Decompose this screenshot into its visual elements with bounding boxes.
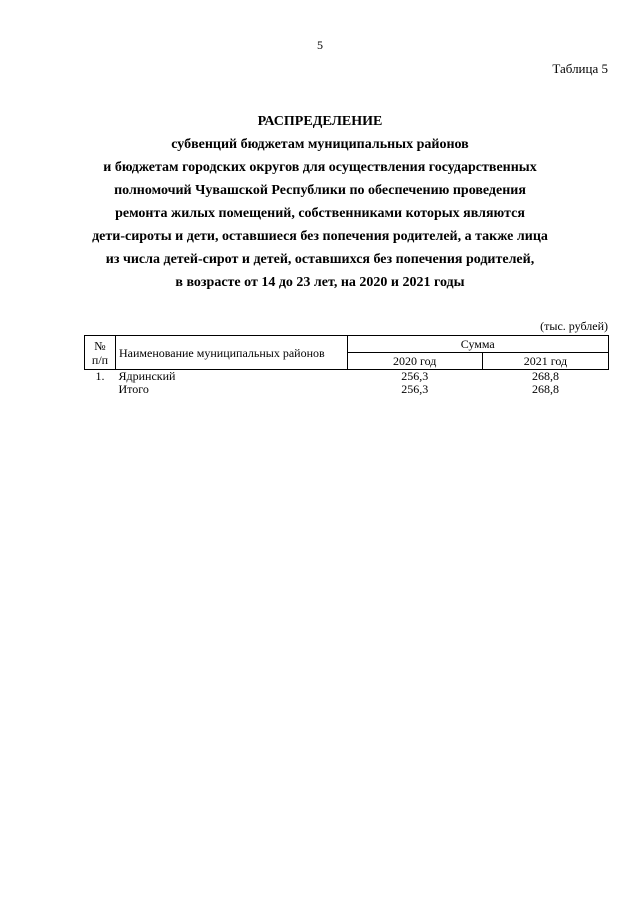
header-sum: Сумма <box>347 336 609 353</box>
units-label: (тыс. рублей) <box>540 319 608 333</box>
table-row-total <box>85 383 609 396</box>
title-line: РАСПРЕДЕЛЕНИЕ <box>257 114 383 129</box>
document-title <box>60 110 580 294</box>
title-line: ремонта жилых помещений, собственниками которых являются <box>115 206 525 221</box>
table-caption: Таблица 5 <box>552 61 608 76</box>
row-value-2021: 268,8 <box>531 369 559 383</box>
row-number <box>85 383 116 396</box>
row-value-2020: 256,3 <box>401 382 429 396</box>
page-number: 5 <box>317 38 323 52</box>
header-number: № п/п <box>85 336 116 370</box>
header-year-2020: 2020 год <box>347 353 482 370</box>
title-line: дети-сироты и дети, оставшиеся без попечения родителей, а также лица <box>92 229 548 244</box>
row-name: Ядринский <box>118 369 176 383</box>
header-name: Наименование муниципальных районов <box>116 336 348 370</box>
row-name: Итого <box>118 382 149 396</box>
header-year-2021: 2021 год <box>482 353 608 370</box>
row-number: 1. <box>95 369 105 383</box>
table-row <box>85 370 609 384</box>
title-line: в возрасте от 14 до 23 лет, на 2020 и 2021 годы <box>175 275 465 290</box>
row-value-2021: 268,8 <box>531 382 559 396</box>
distribution-table <box>84 335 609 396</box>
title-line: полномочий Чувашской Республики по обеспечению проведения <box>114 183 526 198</box>
title-line: из числа детей-сирот и детей, оставшихся без попечения родителей, <box>105 252 535 267</box>
title-line: субвенций бюджетам муниципальных районов <box>171 137 469 152</box>
row-value-2020: 256,3 <box>401 369 429 383</box>
title-line: и бюджетам городских округов для осуществления государственных <box>103 160 537 175</box>
